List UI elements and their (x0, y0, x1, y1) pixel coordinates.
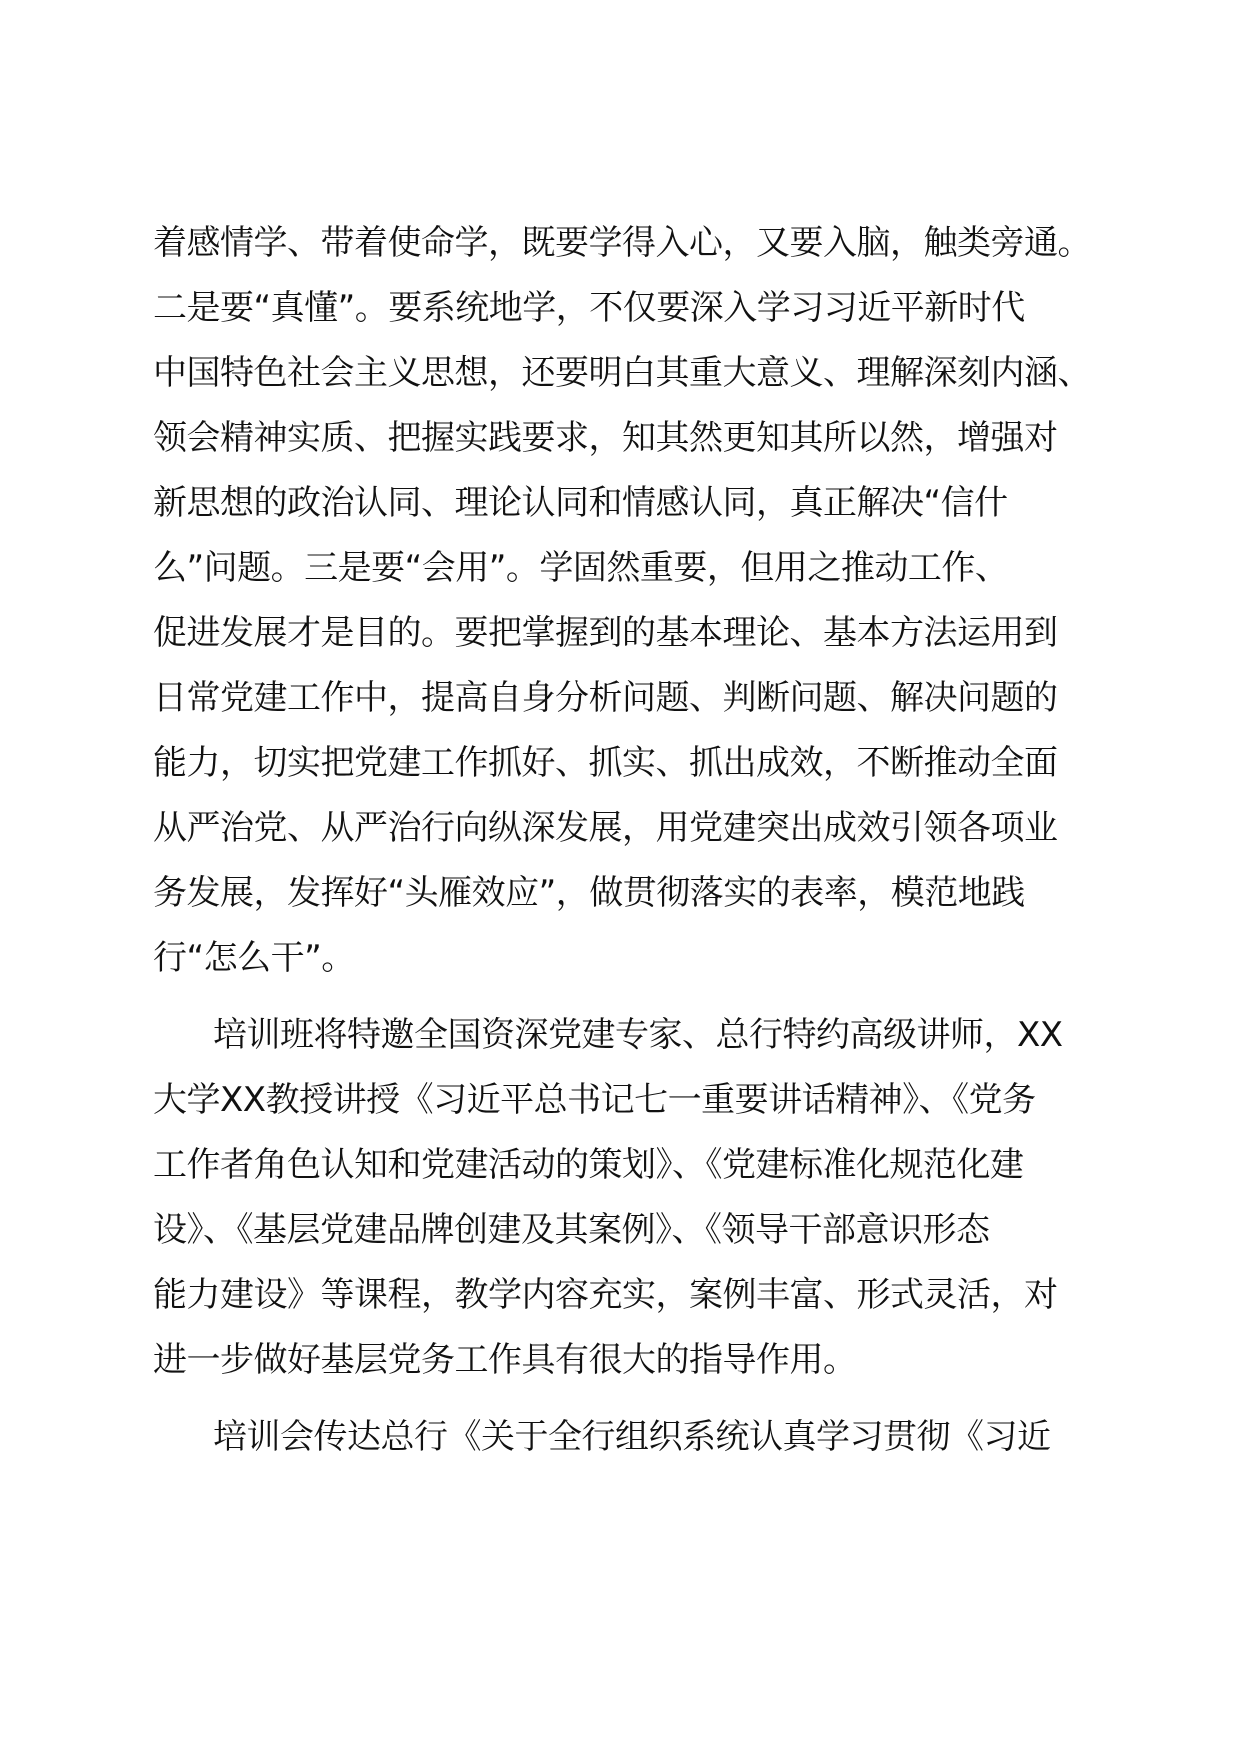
text-line: 能力，切实把党建工作抓好、抓实、抓出成效，不断推动全面 (153, 743, 1058, 783)
text-line: 么”问题。三是要“会用”。学固然重要，但用之推动工作、 (153, 548, 1009, 588)
text-line: 能力建设》等课程，教学内容充实，案例丰富、形式灵活，对 (153, 1275, 1058, 1315)
paragraph (153, 1003, 1088, 1393)
text-line: 日常党建工作中，提高自身分析问题、判断问题、解决问题的 (153, 678, 1058, 718)
text-line: 领会精神实质、把握实践要求，知其然更知其所以然，增强对 (153, 418, 1058, 458)
text-line: 进一步做好基层党务工作具有很大的指导作用。 (153, 1340, 857, 1380)
text-line: 务发展，发挥好“头雁效应”，做贯彻落实的表率，模范地践 (153, 873, 1025, 913)
text-line: 设》、《基层党建品牌创建及其案例》、《领导干部意识形态 (153, 1210, 990, 1250)
paragraph (153, 1405, 1088, 1470)
text-line: 中国特色社会主义思想，还要明白其重大意义、理解深刻内涵、 (153, 353, 1091, 393)
text-line: 工作者角色认知和党建活动的策划》、《党建标准化规范化建 (153, 1145, 1024, 1185)
paragraph-gap (153, 991, 1088, 1003)
text-line: 大学XX教授讲授《习近平总书记七一重要讲话精神》、《党务 (153, 1080, 1036, 1120)
text-line: 促进发展才是目的。要把掌握到的基本理论、基本方法运用到 (153, 613, 1058, 653)
text-line: 新思想的政治认同、理论认同和情感认同，真正解决“信什 (153, 483, 1008, 523)
text-line: 着感情学、带着使命学，既要学得入心，又要入脑，触类旁通。 (153, 223, 1091, 263)
text-line: 培训班将特邀全国资深党建专家、总行特约高级讲师，XX (213, 1015, 1063, 1055)
text-line: 培训会传达总行《关于全行组织系统认真学习贯彻《习近 (213, 1417, 1051, 1457)
text-line: 从严治党、从严治行向纵深发展，用党建突出成效引领各项业 (153, 808, 1058, 848)
text-line: 行“怎么干”。 (153, 938, 355, 978)
document-body (153, 211, 1091, 1470)
text-line: 二是要“真懂”。要系统地学，不仅要深入学习习近平新时代 (153, 288, 1025, 328)
paragraph-gap (153, 1393, 1088, 1405)
paragraph (153, 211, 1091, 991)
